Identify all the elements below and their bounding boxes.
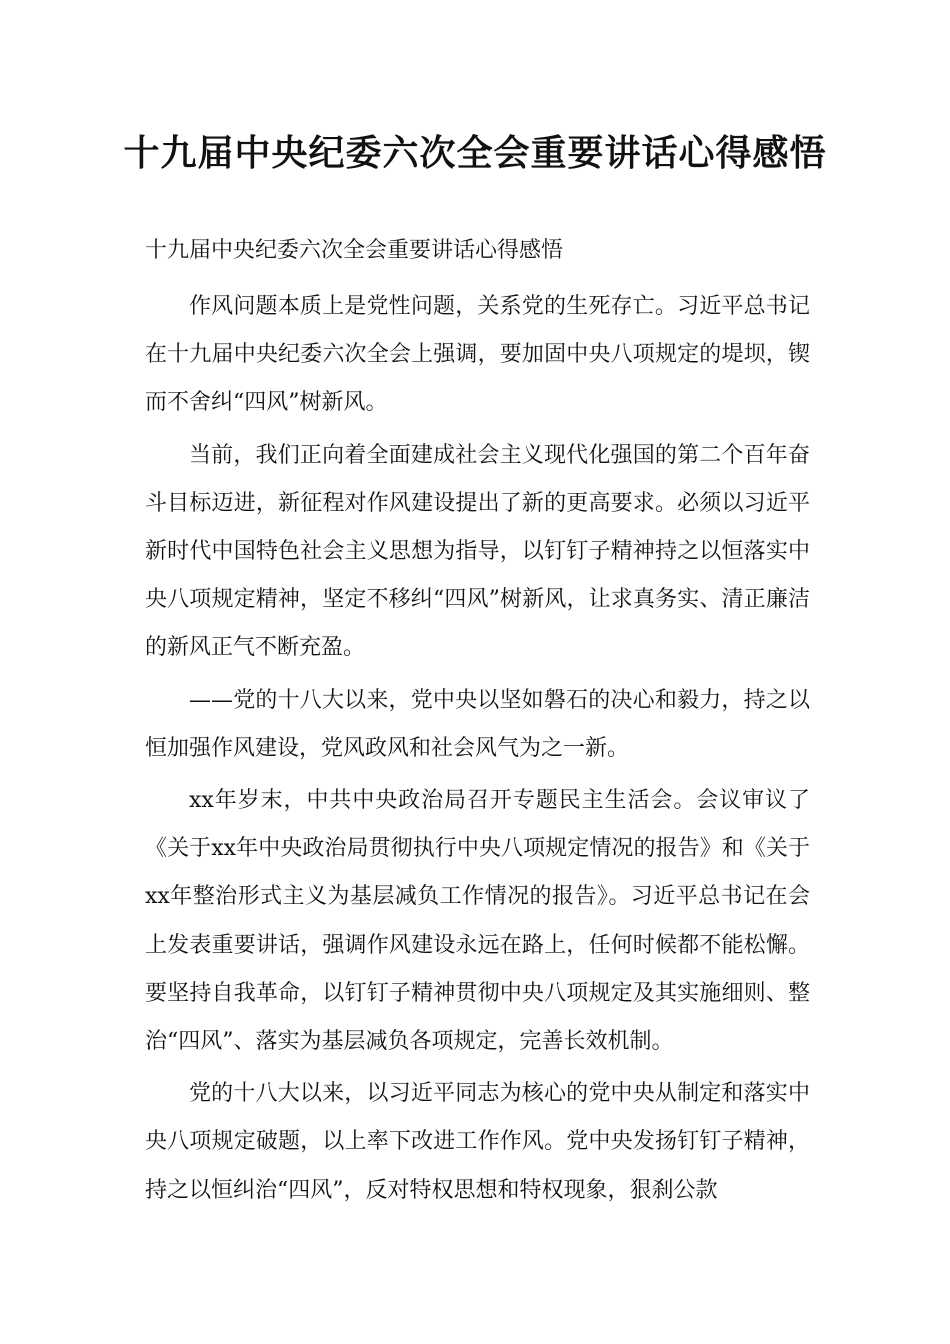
paragraph-5: 党的十八大以来，以习近平同志为核心的党中央从制定和落实中央八项规定破题，以上率下改进工作作风。党中央发扬钉钉子精神，持之以恒纠治“四风”，反对特权思想和特权现象，狠刹公款 [145, 1081, 810, 1203]
paragraph-1: 作风问题本质上是党性问题，关系党的生死存亡。习近平总书记在十九届中央纪委六次全会上强调，要加固中央八项规定的堤坝，锲而不舍纠“四风”树新风。 [145, 294, 810, 416]
document-body [145, 283, 810, 1219]
paragraph-2: 当前，我们正向着全面建成社会主义现代化强国的第二个百年奋斗目标迈进，新征程对作风建设提出了新的更高要求。必须以习近平新时代中国特色社会主义思想为指导，以钉钉子精神持之以恒落实中央八项规定精神，坚定不移纠“四风”树新风，让求真务实、清正廉洁的新风正气不断充盈。 [145, 442, 810, 661]
document-subtitle: 十九届中央纪委六次全会重要讲话心得感悟 [145, 238, 564, 263]
document-title: 十九届中央纪委六次全会重要讲话心得感悟 [123, 133, 827, 174]
paragraph-4: xx年岁末，中共中央政治局召开专题民主生活会。会议审议了《关于xx年中央政治局贯彻执行中央八项规定情况的报告》和《关于xx年整治形式主义为基层减负工作情况的报告》。习近平总书记在会上发表重要讲话，强调作风建设永远在路上，任何时候都不能松懈。要坚持自我革命，以钉钉子精神贯彻中央八项规定及其实施细则、整治“四风”、落实为基层减负各项规定，完善长效机制。 [145, 788, 810, 1055]
paragraph-3: ——党的十八大以来，党中央以坚如磐石的决心和毅力，持之以恒加强作风建设，党风政风和社会风气为之一新。 [145, 687, 810, 761]
